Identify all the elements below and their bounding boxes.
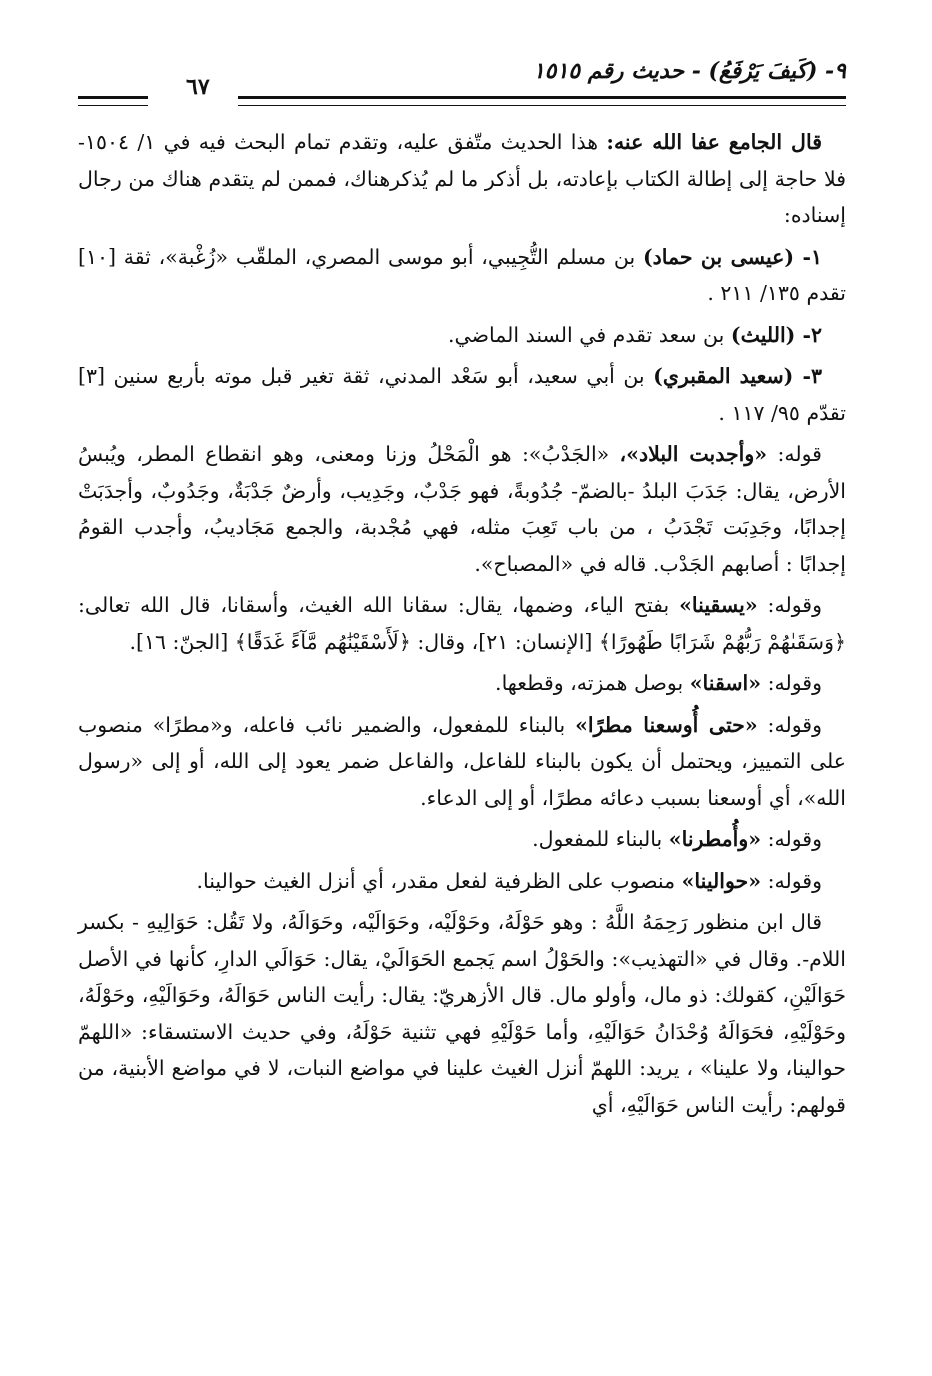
paragraph-pre: وقوله: xyxy=(757,712,822,737)
paragraph-lead: ١- (عيسى بن حماد) xyxy=(642,244,822,269)
paragraph-lead: «حتى أُوسعنا مطرًا» xyxy=(575,712,758,737)
paragraph-pre: وقوله: xyxy=(761,671,822,695)
paragraph-lead: «حوالينا» xyxy=(681,868,762,893)
paragraph-pre: قوله: xyxy=(767,442,822,466)
page-body xyxy=(78,124,846,1123)
paragraph-lead: «اسقنا» xyxy=(689,671,762,695)
paragraph xyxy=(78,317,846,354)
paragraph xyxy=(78,587,846,660)
paragraph-lead: قال الجامع عفا الله عنه: xyxy=(606,130,822,154)
paragraph-text: بوصل همزته، وقطعها. xyxy=(495,671,690,695)
paragraph-text: بفتح الياء، وضمها، يقال: سقانا الله الغيث، وأسقانا، قال الله تعالى: ﴿وَسَقَىٰهُمْ رَبُّهُمْ شَرَابًا طَهُورًا﴾ [الإنسان: ٢١]، وقال: ﴿لَأَسْقَيْنَٰهُم مَّآءً غَدَقًا﴾ [الجنّ: ١٦]. xyxy=(78,593,846,654)
paragraph-lead: ٣- (سعيد المقبري) xyxy=(653,364,823,388)
paragraph xyxy=(78,904,846,1123)
paragraph-pre: وقوله: xyxy=(761,868,822,893)
paragraph-lead: «يسقينا» xyxy=(679,593,758,617)
paragraph-text: هذا الحديث متّفق عليه، وتقدم تمام البحث فيه في ١/ ١٥٠٤- فلا حاجة إلى إطالة الكتاب بإعادته، بل أذكر ما لم يُذكرهناك، فممن لم يتقدم هناك من رجال إسناده: xyxy=(78,130,846,227)
paragraph xyxy=(78,863,846,900)
paragraph xyxy=(78,124,846,234)
paragraph-lead: «وأُمطرنا» xyxy=(668,827,762,851)
paragraph-text: قال ابن منظور رَحِمَهُ اللَّهُ : وهو حَوْلَهُ، وحَوْلَيْه، وحَوَالَيْه، وحَوَالَهُ، ولا تَقُل: حَوَالِيهِ - بكسر اللام-. وقال في «التهذيب»: والحَوْلُ اسم يَجمع الحَوَالَيْ، يقال: حَوَالَي الدارِ، كأنها في الأصل حَوَالَيْنِ، كقولك: ذو مال، وأولو مال. قال الأزهريّ: يقال: رأيت الناس حَوَالَهُ، وحَوَالَيْهِ، وحَوْلَهُ، وحَوْلَيْهِ، فحَوَالَهُ وُحْدَانُ حَوَالَيْهِ، وأما حَوْلَيْهِ فهي تثنية حَوْلَهُ، وفي حديث الاستسقاء: «اللهمّ حوالينا، ولا علينا» ، يريد: اللهمّ أنزل الغيث علينا في مواضع النبات، لا في مواضع الأبنية، من قولهم: رأيت الناس حَوَالَيْهِ، أي xyxy=(78,910,846,1117)
paragraph-pre: وقوله: xyxy=(761,827,822,851)
page-number: ٦٧ xyxy=(186,74,210,100)
paragraph xyxy=(78,821,846,858)
book-page xyxy=(78,52,846,1336)
paragraph-text: «الجَدْبُ»: هو الْمَحْلُ وزنا ومعنى، وهو انقطاع المطر، ويُبسُ الأرض، يقال: جَدَبَ البلدُ -بالضمّ- جُدُوبةً، فهو جَدْبٌ، وجَدِيب، وأرضٌ جَدْبَةٌ، وجَدُوبٌ، وأجدَبَتْ إجدابًا، وجَدِبَت تَجْدَبُ ، من باب تَعِبَ مثله، فهي مُجْدبة، والجمع مَجَاديبُ، وأجدب القومُ إجدابًا : أصابهم الجَدْب. قاله في «المصباح». xyxy=(78,442,846,576)
paragraph xyxy=(78,707,846,817)
paragraph xyxy=(78,239,846,312)
paragraph-text: بن سعد تقدم في السند الماضي. xyxy=(448,322,731,347)
paragraph-text: منصوب على الظرفية لفعل مقدر، أي أنزل الغيث حوالينا. xyxy=(196,868,682,893)
header-rule-short xyxy=(78,96,148,106)
header-rule xyxy=(238,96,846,106)
paragraph-lead: «وأجدبت البلاد»، xyxy=(619,442,768,466)
paragraph xyxy=(78,665,846,702)
paragraph xyxy=(78,436,846,582)
paragraph-text: بالبناء للمفعول، والضمير نائب فاعله، و«مطرًا» منصوب على التمييز، ويحتمل أن يكون بالبناء للفاعل، والفاعل ضمر يعود إلى الله، أو إلى «رسول الله»، أي أوسعنا بسبب دعائه مطرًا، أو إلى الدعاء. xyxy=(78,712,846,810)
paragraph-text: بن أبي سعيد، أبو سَعْد المدني، ثقة تغير قبل موته بأربع سنين [٣] تقدّم ٩٥/ ١١٧ . xyxy=(78,364,846,425)
page-header xyxy=(78,52,846,102)
paragraph-text: بن مسلم التُّجِيبي، أبو موسى المصري، الملقّب «زُغْبة»، ثقة [١٠] تقدم ١٣٥/ ٢١١ . xyxy=(78,244,846,305)
chapter-title: ٩- (كَيفَ يَرْفَعُ) - حديث رقم ١٥١٥ xyxy=(532,58,846,84)
paragraph-lead: ٢- (الليث) xyxy=(730,322,822,347)
paragraph-pre: وقوله: xyxy=(757,593,822,617)
paragraph-text: بالبناء للمفعول. xyxy=(532,827,669,851)
paragraph xyxy=(78,358,846,431)
